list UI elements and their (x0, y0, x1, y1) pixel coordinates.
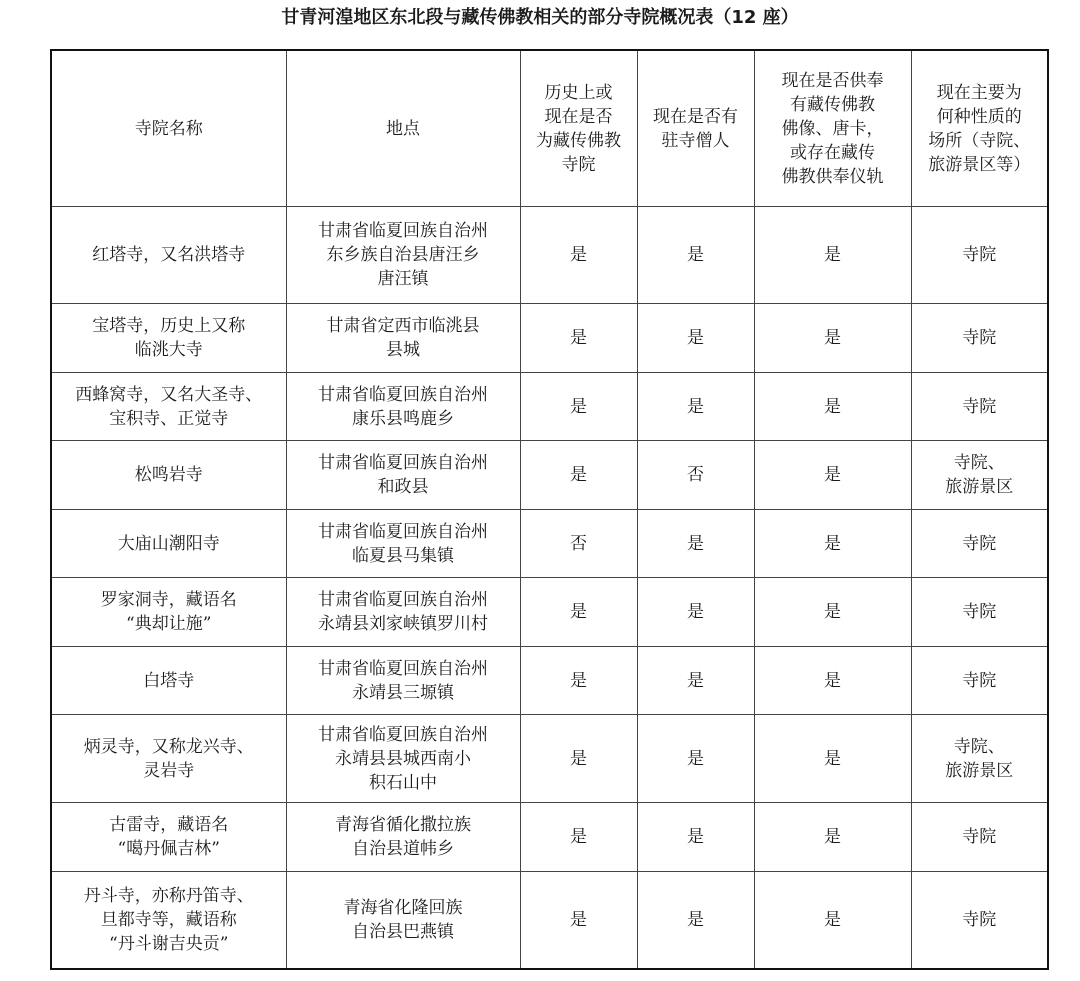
cell-resident-monks: 是 (637, 803, 754, 872)
table-row (51, 872, 1048, 969)
cell-temple-name: 松鸣岩寺 (51, 441, 286, 510)
cell-temple-name: 白塔寺 (51, 647, 286, 715)
table-row (51, 578, 1048, 647)
cell-temple-name: 罗家洞寺，藏语名 “典却让施” (51, 578, 286, 647)
cell-tibetan-worship: 是 (754, 373, 911, 441)
header-cell-location: 地点 (286, 50, 520, 207)
cell-temple-name: 西蜂窝寺，又名大圣寺、 宝积寺、正觉寺 (51, 373, 286, 441)
table-row (51, 715, 1048, 803)
header-cell-resident-monks: 现在是否有 驻寺僧人 (637, 50, 754, 207)
header-cell-name: 寺院名称 (51, 50, 286, 207)
table-row (51, 510, 1048, 578)
temple-table (50, 49, 1049, 970)
cell-resident-monks: 是 (637, 373, 754, 441)
cell-tibetan-history: 是 (520, 872, 637, 969)
cell-tibetan-history: 是 (520, 373, 637, 441)
table-row (51, 647, 1048, 715)
cell-tibetan-history: 是 (520, 578, 637, 647)
cell-resident-monks: 否 (637, 441, 754, 510)
cell-tibetan-worship: 是 (754, 715, 911, 803)
cell-tibetan-history: 是 (520, 304, 637, 373)
cell-resident-monks: 是 (637, 647, 754, 715)
header-cell-tibetan-worship: 现在是否供奉 有藏传佛教 佛像、唐卡， 或存在藏传 佛教供奉仪轨 (754, 50, 911, 207)
cell-site-nature: 寺院 (911, 578, 1048, 647)
cell-tibetan-worship: 是 (754, 207, 911, 304)
cell-location: 甘肃省临夏回族自治州 康乐县鸣鹿乡 (286, 373, 520, 441)
cell-temple-name: 宝塔寺，历史上又称 临洮大寺 (51, 304, 286, 373)
cell-site-nature: 寺院、 旅游景区 (911, 441, 1048, 510)
cell-tibetan-history: 是 (520, 647, 637, 715)
cell-location: 甘肃省临夏回族自治州 东乡族自治县唐汪乡 唐汪镇 (286, 207, 520, 304)
cell-site-nature: 寺院 (911, 872, 1048, 969)
cell-tibetan-worship: 是 (754, 510, 911, 578)
table-row (51, 441, 1048, 510)
header-row (51, 50, 1048, 207)
cell-temple-name: 红塔寺，又名洪塔寺 (51, 207, 286, 304)
cell-site-nature: 寺院 (911, 304, 1048, 373)
cell-temple-name: 炳灵寺，又称龙兴寺、 灵岩寺 (51, 715, 286, 803)
cell-location: 青海省化隆回族 自治县巴燕镇 (286, 872, 520, 969)
cell-site-nature: 寺院 (911, 647, 1048, 715)
cell-site-nature: 寺院 (911, 803, 1048, 872)
cell-tibetan-worship: 是 (754, 578, 911, 647)
cell-site-nature: 寺院 (911, 207, 1048, 304)
cell-tibetan-history: 是 (520, 207, 637, 304)
cell-location: 甘肃省临夏回族自治州 永靖县县城西南小 积石山中 (286, 715, 520, 803)
table-row (51, 304, 1048, 373)
cell-tibetan-history: 否 (520, 510, 637, 578)
cell-resident-monks: 是 (637, 207, 754, 304)
cell-tibetan-worship: 是 (754, 441, 911, 510)
cell-site-nature: 寺院 (911, 510, 1048, 578)
cell-tibetan-history: 是 (520, 715, 637, 803)
cell-location: 甘肃省临夏回族自治州 永靖县刘家峡镇罗川村 (286, 578, 520, 647)
cell-tibetan-history: 是 (520, 803, 637, 872)
cell-temple-name: 大庙山潮阳寺 (51, 510, 286, 578)
header-cell-site-nature: 现在主要为 何种性质的 场所（寺院、 旅游景区等） (911, 50, 1048, 207)
cell-resident-monks: 是 (637, 578, 754, 647)
cell-temple-name: 古雷寺，藏语名 “噶丹佩吉林” (51, 803, 286, 872)
cell-tibetan-history: 是 (520, 441, 637, 510)
table-row (51, 207, 1048, 304)
table-row (51, 803, 1048, 872)
cell-resident-monks: 是 (637, 510, 754, 578)
table-row (51, 373, 1048, 441)
cell-location: 甘肃省定西市临洮县 县城 (286, 304, 520, 373)
cell-location: 青海省循化撒拉族 自治县道帏乡 (286, 803, 520, 872)
cell-tibetan-worship: 是 (754, 304, 911, 373)
cell-location: 甘肃省临夏回族自治州 临夏县马集镇 (286, 510, 520, 578)
cell-site-nature: 寺院、 旅游景区 (911, 715, 1048, 803)
cell-location: 甘肃省临夏回族自治州 永靖县三塬镇 (286, 647, 520, 715)
cell-temple-name: 丹斗寺，亦称丹笛寺、 旦都寺等，藏语称 “丹斗谢吉央贡” (51, 872, 286, 969)
cell-resident-monks: 是 (637, 872, 754, 969)
cell-resident-monks: 是 (637, 304, 754, 373)
cell-location: 甘肃省临夏回族自治州 和政县 (286, 441, 520, 510)
cell-site-nature: 寺院 (911, 373, 1048, 441)
cell-resident-monks: 是 (637, 715, 754, 803)
table-title: 甘青河湟地区东北段与藏传佛教相关的部分寺院概况表（12 座） (281, 7, 799, 28)
header-cell-tibetan-history: 历史上或 现在是否 为藏传佛教 寺院 (520, 50, 637, 207)
cell-tibetan-worship: 是 (754, 872, 911, 969)
cell-tibetan-worship: 是 (754, 803, 911, 872)
cell-tibetan-worship: 是 (754, 647, 911, 715)
